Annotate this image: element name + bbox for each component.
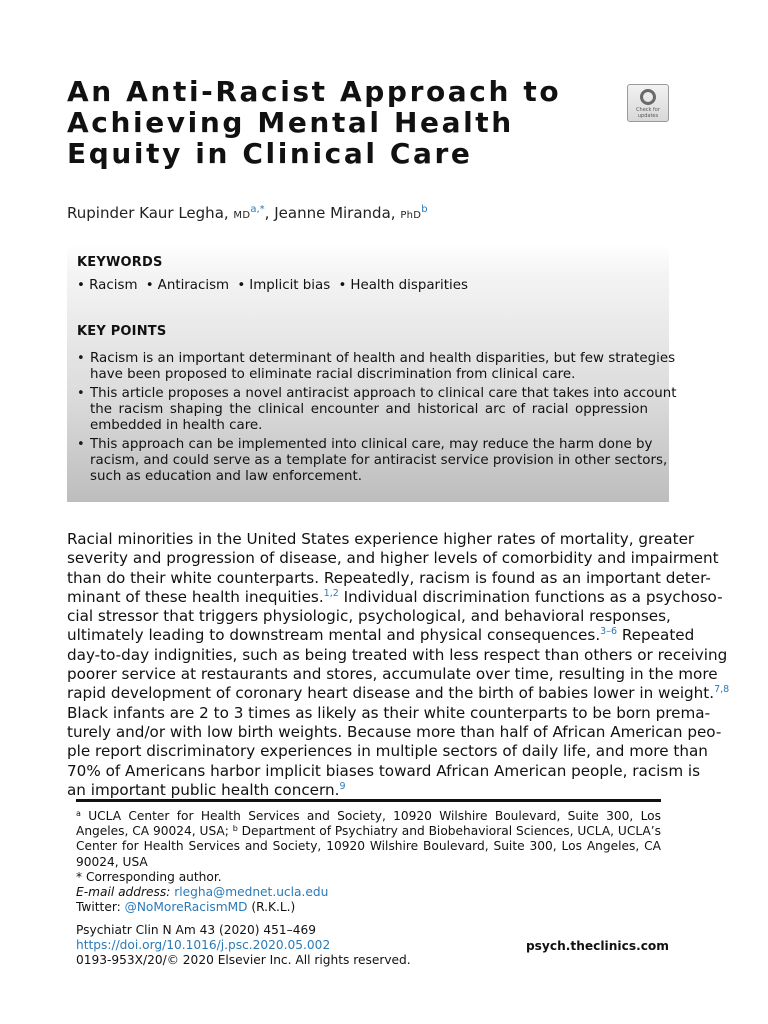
keywords-list [77, 278, 468, 293]
key-points-list [77, 351, 677, 488]
citation-link[interactable]: 1,2 [323, 587, 339, 599]
affiliation-mark: b [232, 824, 238, 834]
twitter-link[interactable]: @NoMoreRacismMD [124, 900, 248, 915]
affiliations-footnote: $^a$ UCLA Center for Health Services and Society, 10920 Wilshire Boulevard, Suite 300, Los Angeles, CA 90024, USA; $^b$ Department of Psychiatry and Biobehavioral Sciences, UCLA, UCLA’s Center for Health Services and Society, 10920 Wilshire Boulevard, Suite 300, Los Angeles, CA 90024, USA * Corresponding author. E-mail address: rlegha@mednet.ucla.edu Twitter: @NoMoreRacismMD (R.K.L.) [76, 809, 661, 915]
affiliation-mark[interactable]: b [421, 204, 428, 215]
list-item: • Racism is an important determinant of health and health disparities, but few strategies have been proposed to eliminate racial discrimination from clinical care. [77, 351, 676, 382]
author-degree: MD [233, 210, 251, 221]
author-degree: PhD [400, 210, 422, 221]
citation-link[interactable]: 3–6 [600, 626, 617, 638]
email-link[interactable]: rlegha@mednet.ucla.edu [174, 885, 329, 900]
list-item: • This article proposes a novel antiracist approach to clinical care that takes into account the racism shaping the clinical encounter and historical arc of racial oppression embedded in health care. [77, 386, 677, 433]
copyright-notice: 0193-953X/20/© 2020 Elsevier Inc. All rights reserved. [76, 953, 411, 968]
check-for-updates-badge[interactable] [627, 84, 669, 122]
author-separator: , [264, 204, 275, 222]
email-label: E-mail address: [76, 885, 171, 900]
citation-link[interactable]: 9 [339, 780, 346, 792]
crossmark-check-icon [640, 89, 656, 105]
title-line: Equity in Clinical Care [67, 137, 473, 170]
affiliation-mark: a [76, 809, 81, 818]
bullet: • [77, 437, 85, 452]
key-points-heading: KEY POINTS [77, 324, 167, 339]
journal-website[interactable]: psych.theclinics.com [525, 939, 669, 953]
body-paragraph: Racial minorities in the United States experience higher rates of mortality, greater severity and progression of disease, and higher levels of comorbidity and impairment than do their white counterparts. Repeatedly, racism is found as an important deter- minant of these health inequities.$^{1,2}$ Individual discrimination functions as a psychoso- cial stressor that triggers physiologic, psychological, and behavioral responses, ultimately leading to downstream mental and physical consequences.$^{3-6}$ Repeated day-to-day indignities, such as being treated with less respect than others or receiving poorer service at restaurants and stores, accumulate over time, resulting in the more rapid development of coronary heart disease and the birth of babies lower in weight.$^{7,8}$ Black infants are 2 to 3 times as likely as their white counterparts to be born prema- turely and/or with low birth weights. Because more than half of African American peo- ple report discriminatory experiences in multiple sectors of daily life, and more than 70% of Americans harbor implicit biases toward African American people, racism is an important public health concern.$^9$ [67, 530, 730, 799]
doi-link[interactable]: https://doi.org/10.1016/j.psc.2020.05.002 [76, 938, 331, 953]
title-line: An Anti-Racist Approach to [67, 75, 562, 108]
corresponding-author-note: * Corresponding author. [76, 869, 222, 884]
journal-footer [76, 923, 411, 969]
bullet: • [338, 278, 347, 293]
keyword: Antiracism [157, 278, 230, 293]
author-name: Jeanne Miranda, [274, 204, 401, 222]
badge-label: Check for updates [636, 107, 660, 119]
keyword: Health disparities [350, 278, 468, 293]
keyword: Implicit bias [249, 278, 331, 293]
bullet: • [237, 278, 246, 293]
article-title [67, 76, 607, 169]
journal-citation: Psychiatr Clin N Am 43 (2020) 451–469 [76, 923, 316, 937]
bullet: • [145, 278, 154, 293]
bullet: • [77, 386, 85, 401]
keyword: Racism [89, 278, 138, 293]
keywords-keypoints-box [67, 244, 677, 502]
author-name: Rupinder Kaur Legha, [67, 204, 234, 222]
twitter-label: Twitter: [76, 900, 125, 915]
affiliation-mark[interactable]: a,* [250, 204, 265, 215]
list-item: • This approach can be implemented into clinical care, may reduce the harm done by racism, and could serve as a template for antiracist service provision in other sectors, such as education and law enforcement. [77, 437, 668, 484]
author-line [67, 204, 428, 222]
bullet: • [77, 278, 85, 293]
bullet: • [77, 351, 85, 366]
citation-link[interactable]: 7,8 [714, 684, 730, 696]
title-line: Achieving Mental Health [67, 106, 514, 139]
keywords-heading: KEYWORDS [77, 255, 163, 270]
footnote-divider [76, 799, 661, 802]
